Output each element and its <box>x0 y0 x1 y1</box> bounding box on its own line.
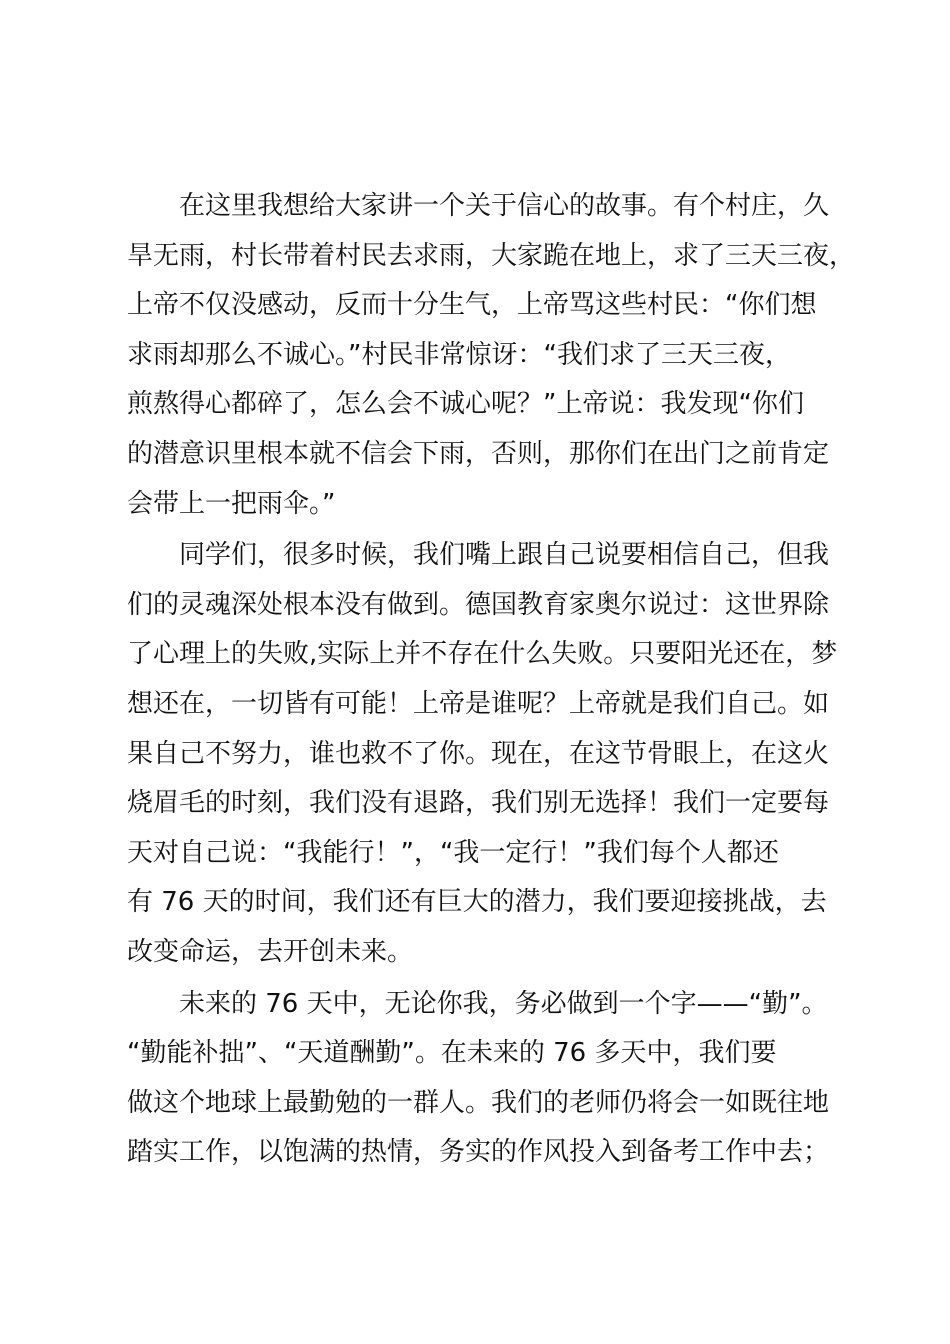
paragraph-1-line-2: 旱无雨，村长带着村民去求雨，大家跪在地上，求了三天三夜， <box>127 240 856 271</box>
paragraph-2-line-8: 有 76 天的时间，我们还有巨大的潜力，我们要迎接挑战，去 <box>127 887 827 918</box>
paragraph-2-line-6: 烧眉毛的时刻，我们没有退路，我们别无选择！我们一定要每 <box>127 788 830 819</box>
paragraph-1-line-5: 煎熬得心都碎了，怎么会不诚心呢？”上帝说：我发现“你们 <box>127 389 804 420</box>
paragraph-3-line-3: 做这个地球上最勤勉的一群人。我们的老师仍将会一如既往地 <box>127 1087 830 1118</box>
paragraph-2-line-5: 果自己不努力，谁也救不了你。现在，在这节骨眼上，在这火 <box>127 738 830 769</box>
paragraph-2-line-4: 想还在，一切皆有可能！上帝是谁呢？上帝就是我们自己。如 <box>127 688 830 719</box>
paragraph-1-line-3: 上帝不仅没感动，反而十分生气，上帝骂这些村民：“你们想 <box>127 290 817 321</box>
paragraph-1-line-1: 在这里我想给大家讲一个关于信心的故事。有个村庄，久 <box>179 191 830 221</box>
paragraph-3-line-1: 未来的 76 天中，无论你我，务必做到一个字——“勤”。 <box>179 988 828 1019</box>
paragraph-3-line-2: “勤能补拙”、“天道酬勤”。在未来的 76 多天中，我们要 <box>127 1038 777 1069</box>
paragraph-3-line-4: 踏实工作，以饱满的热情，务实的作风投入到备考工作中去； <box>127 1137 830 1168</box>
paragraph-2-line-1: 同学们，很多时候，我们嘴上跟自己说要相信自己，但我 <box>179 540 830 571</box>
paragraph-1-line-4: 求雨却那么不诚心。”村民非常惊讶：“我们求了三天三夜， <box>127 339 791 370</box>
paragraph-1-line-6: 的潜意识里根本就不信会下雨，否则，那你们在出门之前肯定 <box>127 438 830 469</box>
paragraph-2-line-2: 们的灵魂深处根本没有做到。德国教育家奥尔说过：这世界除 <box>127 589 830 620</box>
paragraph-2-line-3: 了心理上的失败,实际上并不存在什么失败。只要阳光还在，梦 <box>127 639 838 670</box>
paragraph-2-line-7: 天对自己说：“我能行！”，“我一定行！”我们每个人都还 <box>127 837 779 868</box>
paragraph-2-line-9: 改变命运，去开创未来。 <box>127 936 414 967</box>
paragraph-1-line-7: 会带上一把雨伞。” <box>127 488 336 519</box>
body-text <box>127 182 857 1178</box>
